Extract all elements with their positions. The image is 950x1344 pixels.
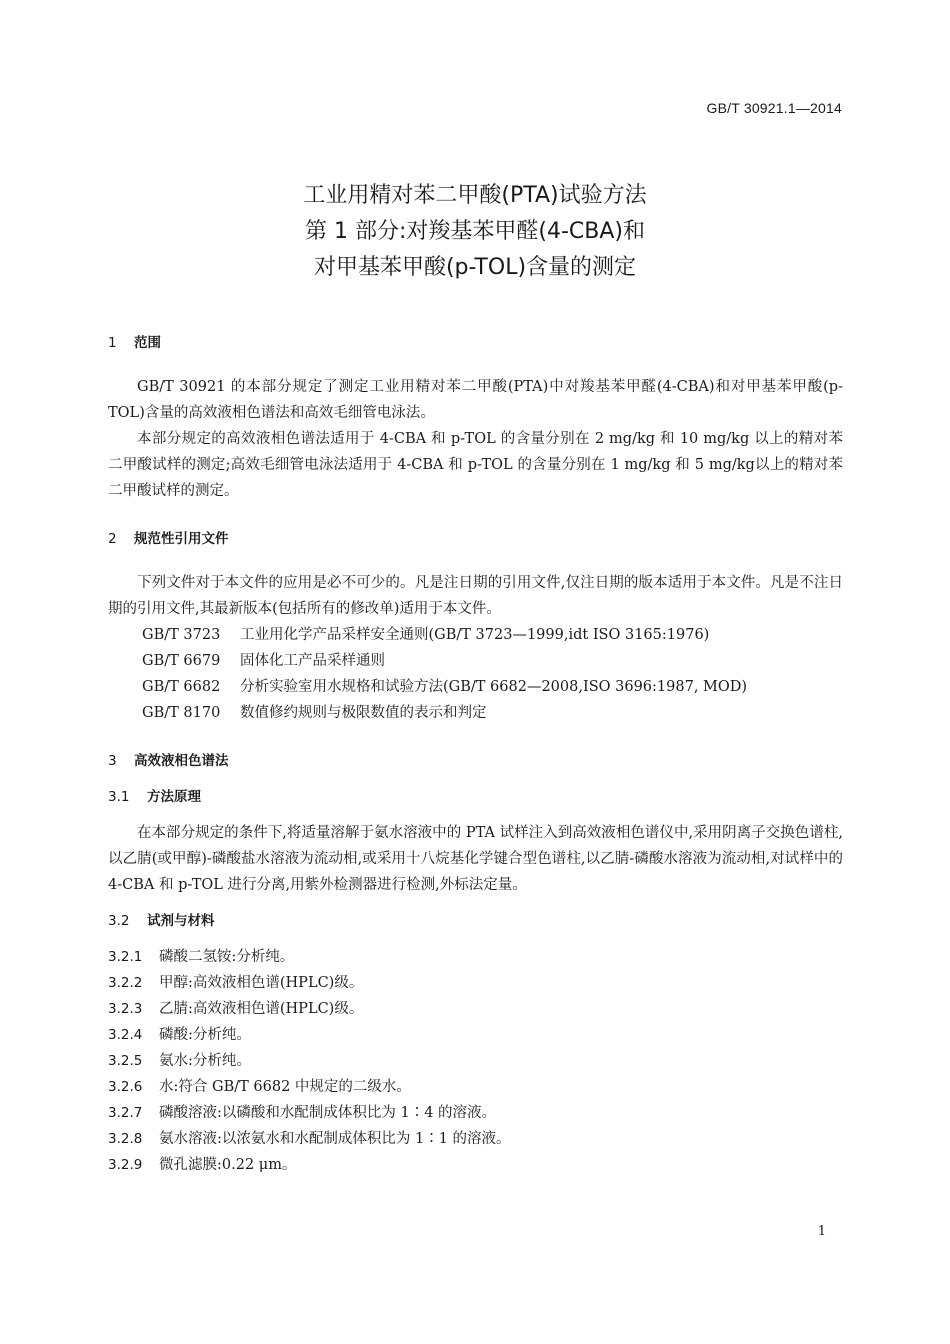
item-number: 3.2.2 bbox=[108, 975, 143, 991]
item-text: 甲醇:高效液相色谱(HPLC)级。 bbox=[159, 975, 364, 991]
list-item bbox=[108, 1022, 843, 1048]
paragraph: 在本部分规定的条件下,将适量溶解于氨水溶液中的 PTA 试样注入到高效液相色谱仪中,采用阴离子交换色谱柱,以乙腈(或甲醇)-磷酸盐水溶液为流动相,或采用十八烷基化学键合型色谱柱,以乙腈-磷酸水溶液为流动相,对试样中的 4-CBA 和 p-TOL 进行分离,用紫外检测器进行检测,外标法定量。 bbox=[108, 825, 843, 893]
reference-text: 数值修约规则与极限数值的表示和判定 bbox=[240, 705, 487, 721]
reference-item bbox=[108, 700, 843, 726]
list-item bbox=[108, 970, 843, 996]
subsection-heading bbox=[108, 784, 843, 810]
section-title: 范围 bbox=[134, 335, 161, 351]
item-number: 3.2.1 bbox=[108, 949, 143, 965]
item-number: 3.2.7 bbox=[108, 1105, 143, 1121]
item-text: 乙腈:高效液相色谱(HPLC)级。 bbox=[159, 1001, 364, 1017]
item-number: 3.2.8 bbox=[108, 1131, 143, 1147]
list-item bbox=[108, 1048, 843, 1074]
list-item bbox=[108, 996, 843, 1022]
item-number: 3.2.3 bbox=[108, 1001, 143, 1017]
reference-text: 分析实验室用水规格和试验方法(GB/T 6682—2008,ISO 3696:1987, MOD) bbox=[240, 679, 748, 695]
reference-code: GB/T 8170 bbox=[142, 705, 221, 721]
list-item bbox=[108, 1152, 843, 1178]
subsection-title: 试剂与材料 bbox=[147, 913, 215, 929]
subsection-number: 3.2 bbox=[108, 913, 130, 929]
reference-item bbox=[108, 648, 843, 674]
item-text: 水:符合 GB/T 6682 中规定的二级水。 bbox=[159, 1079, 411, 1095]
standard-number: GB/T 30921.1—2014 bbox=[706, 100, 842, 116]
reference-text: 工业用化学产品采样安全通则(GB/T 3723—1999,idt ISO 3165:1976) bbox=[240, 627, 710, 643]
item-text: 磷酸:分析纯。 bbox=[159, 1027, 251, 1043]
title-line-1: 工业用精对苯二甲酸(PTA)试验方法 bbox=[303, 183, 647, 208]
subsection-title: 方法原理 bbox=[147, 789, 201, 805]
item-text: 氨水:分析纯。 bbox=[159, 1053, 251, 1069]
list-item bbox=[108, 1100, 843, 1126]
paragraph: 本部分规定的高效液相色谱法适用于 4-CBA 和 p-TOL 的含量分别在 2 mg/kg 和 10 mg/kg 以上的精对苯二甲酸试样的测定;高效毛细管电泳法适用于 4-CBA 和 p-TOL 的含量分别在 1 mg/kg 和 5 mg/kg以上的精对苯二甲酸试样的测定。 bbox=[108, 431, 843, 499]
item-number: 3.2.4 bbox=[108, 1027, 143, 1043]
document-title bbox=[0, 178, 950, 286]
list-item bbox=[108, 1126, 843, 1152]
item-text: 磷酸二氢铵:分析纯。 bbox=[159, 949, 295, 965]
subsection-heading bbox=[108, 908, 843, 934]
section-heading bbox=[108, 748, 843, 774]
paragraph: 下列文件对于本文件的应用是必不可少的。凡是注日期的引用文件,仅注日期的版本适用于本文件。凡是不注日期的引用文件,其最新版本(包括所有的修改单)适用于本文件。 bbox=[108, 575, 843, 617]
item-text: 微孔滤膜:0.22 μm。 bbox=[159, 1157, 297, 1173]
reference-code: GB/T 6682 bbox=[142, 679, 221, 695]
title-line-3: 对甲基苯甲酸(p-TOL)含量的测定 bbox=[313, 255, 637, 280]
reference-code: GB/T 3723 bbox=[142, 627, 221, 643]
item-number: 3.2.9 bbox=[108, 1157, 143, 1173]
subsection-number: 3.1 bbox=[108, 789, 130, 805]
section-title: 规范性引用文件 bbox=[134, 531, 229, 547]
item-text: 磷酸溶液:以磷酸和水配制成体积比为 1∶4 的溶液。 bbox=[159, 1105, 497, 1121]
item-number: 3.2.6 bbox=[108, 1079, 143, 1095]
page-number: 1 bbox=[817, 1224, 826, 1239]
paragraph: GB/T 30921 的本部分规定了测定工业用精对苯二甲酸(PTA)中对羧基苯甲醛(4-CBA)和对甲基苯甲酸(p-TOL)含量的高效液相色谱法和高效毛细管电泳法。 bbox=[108, 379, 843, 421]
title-line-2: 第 1 部分:对羧基苯甲醛(4-CBA)和 bbox=[304, 219, 645, 244]
reference-item bbox=[108, 674, 843, 700]
document-body bbox=[108, 330, 843, 1178]
item-text: 氨水溶液:以浓氨水和水配制成体积比为 1∶1 的溶液。 bbox=[159, 1131, 511, 1147]
reference-item bbox=[108, 622, 843, 648]
list-item bbox=[108, 944, 843, 970]
reference-code: GB/T 6679 bbox=[142, 653, 221, 669]
section-number: 2 bbox=[108, 531, 117, 547]
section-heading bbox=[108, 330, 843, 356]
section-heading bbox=[108, 526, 843, 552]
item-number: 3.2.5 bbox=[108, 1053, 143, 1069]
section-number: 3 bbox=[108, 753, 117, 769]
reference-text: 固体化工产品采样通则 bbox=[240, 653, 385, 669]
list-item bbox=[108, 1074, 843, 1100]
section-number: 1 bbox=[108, 335, 117, 351]
section-title: 高效液相色谱法 bbox=[134, 753, 229, 769]
